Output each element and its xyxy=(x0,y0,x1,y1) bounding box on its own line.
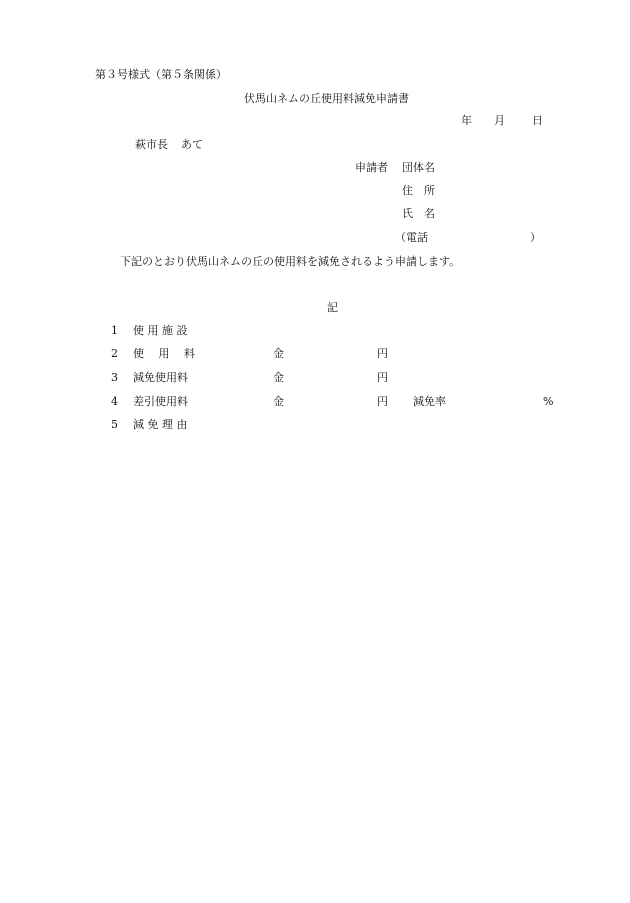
yen-label: 円 xyxy=(377,347,388,360)
request-statement: 下記のとおり伏馬山ネムの丘の使用料を減免されるよう申請します。 xyxy=(120,255,461,268)
ki-heading: 記 xyxy=(327,301,338,314)
date-day-label: 日 xyxy=(532,114,543,127)
kin-label: 金 xyxy=(273,371,284,384)
item-label-net-fee: 差引使用料 xyxy=(133,395,188,408)
addressee-name: 萩市長 xyxy=(135,138,168,151)
yen-label: 円 xyxy=(377,395,388,408)
item-label-reason: 減 免 理 由 xyxy=(133,418,188,431)
item-label-facility: 使 用 施 設 xyxy=(133,324,188,337)
item-number: 4 xyxy=(111,395,118,408)
kin-label: 金 xyxy=(273,347,284,360)
applicant-label: 申請者 xyxy=(355,161,388,174)
group-name-label: 団体名 xyxy=(402,161,435,174)
item-number: 3 xyxy=(111,371,118,384)
item-number: 5 xyxy=(111,418,118,431)
item-number: 1 xyxy=(111,324,118,337)
percent-sign: % xyxy=(543,395,554,408)
address-label: 住 所 xyxy=(402,184,435,197)
addressee-suffix: あて xyxy=(181,138,203,151)
kin-label: 金 xyxy=(273,395,284,408)
form-number: 第３号様式（第５条関係） xyxy=(95,68,227,81)
phone-label: （電話 xyxy=(395,231,428,244)
item-label-reduced-fee: 減免使用料 xyxy=(133,371,188,384)
item-number: 2 xyxy=(111,347,118,360)
yen-label: 円 xyxy=(377,371,388,384)
document-title: 伏馬山ネムの丘使用料減免申請書 xyxy=(244,92,409,105)
date-month-label: 月 xyxy=(494,114,505,127)
reduction-rate-label: 減免率 xyxy=(413,395,446,408)
item-label-fee: 使 用 料 xyxy=(133,347,195,360)
name-label: 氏 名 xyxy=(402,207,435,220)
date-year-label: 年 xyxy=(461,114,472,127)
phone-close-paren: ） xyxy=(530,231,541,244)
